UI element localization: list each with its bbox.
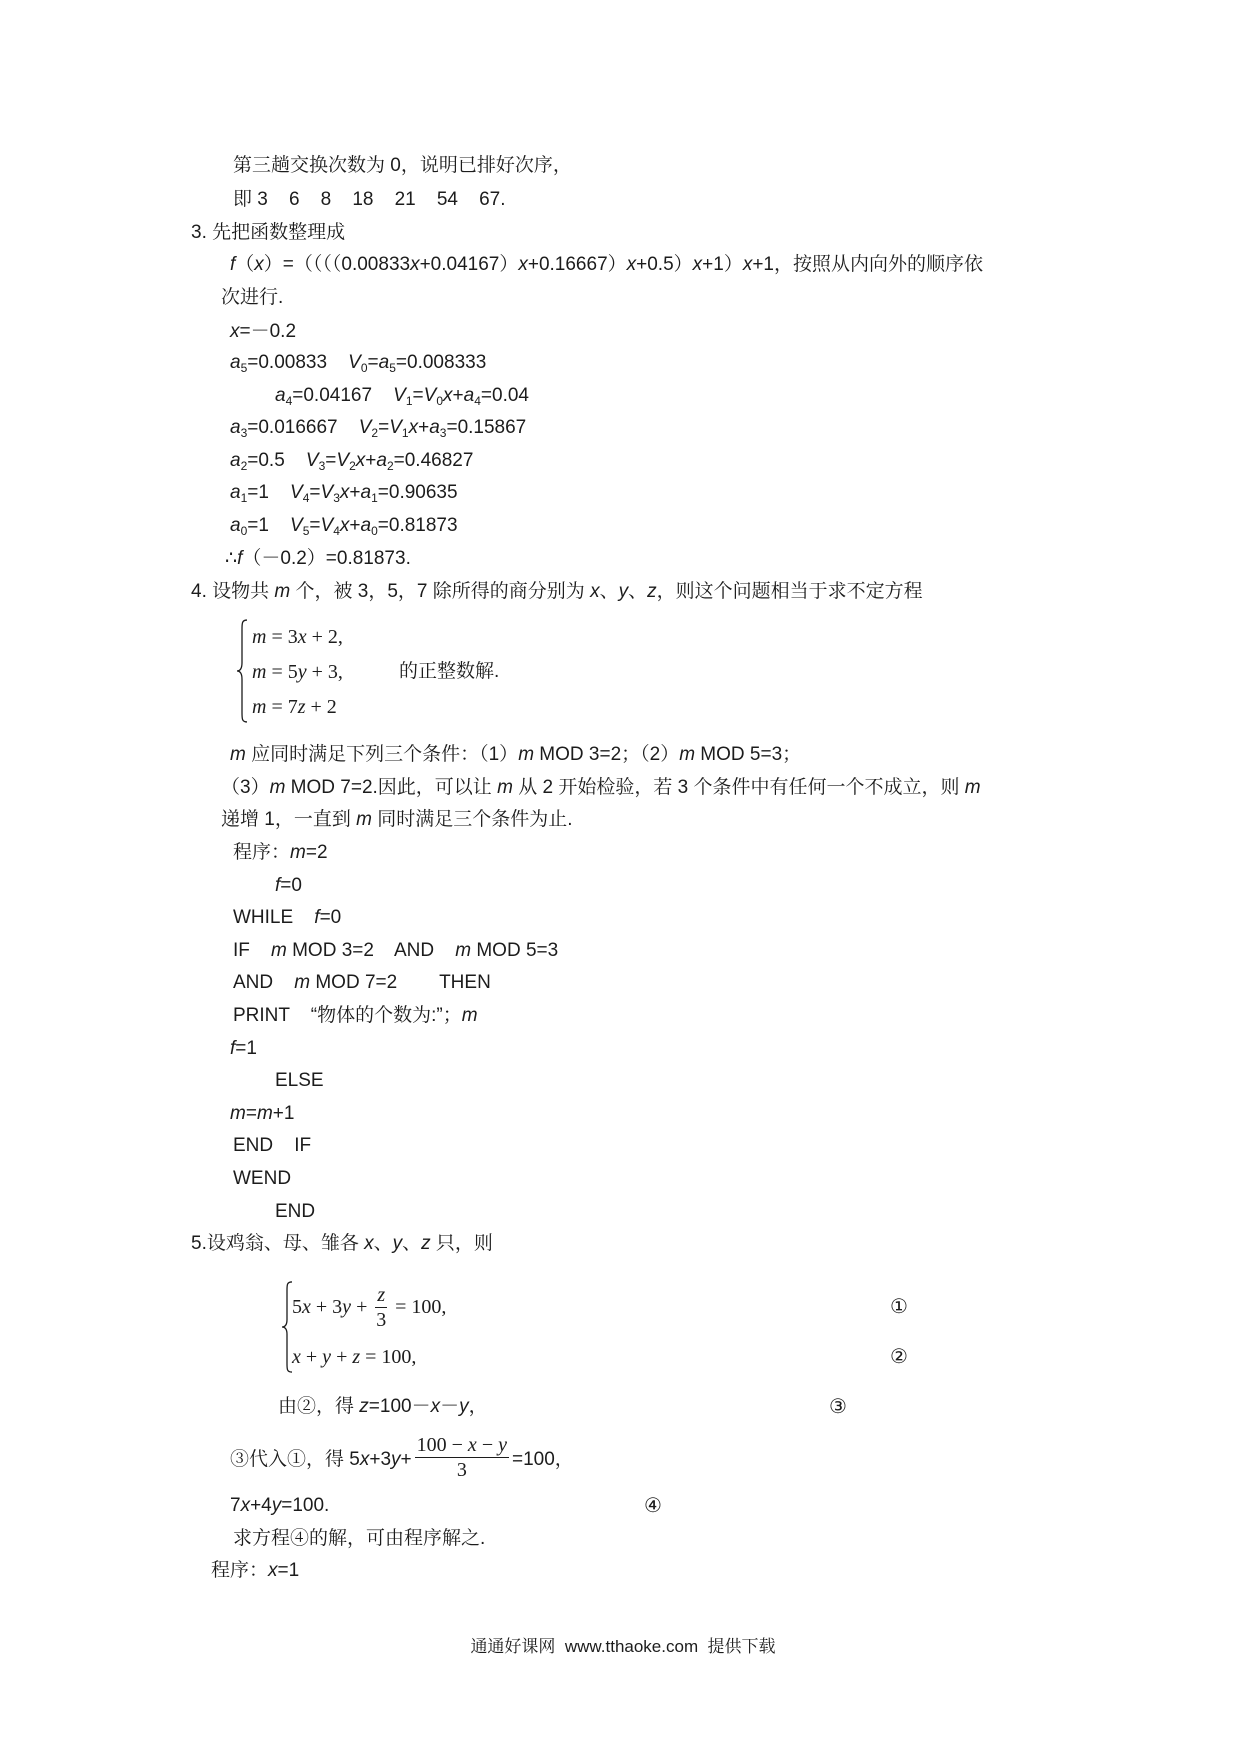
math-variable: x <box>364 1233 374 1254</box>
subscript: 5 <box>240 361 248 375</box>
math-variable: x <box>302 1295 311 1318</box>
math-variable: y <box>459 1396 469 1417</box>
subscript: 4 <box>302 491 310 505</box>
math-variable: m <box>271 940 287 961</box>
pass3-note <box>233 152 572 180</box>
substitution-left-part <box>230 1444 412 1471</box>
subscript: 0 <box>240 524 248 538</box>
q3-heading <box>191 219 345 247</box>
text-run: + <box>365 450 377 471</box>
math-variable: x <box>254 254 264 275</box>
text-run: =0.90635 <box>377 482 458 503</box>
math-variable: a <box>230 450 241 471</box>
subscript: 3 <box>439 426 447 440</box>
text-run: ，则这个问题相当于求不定方程 <box>656 581 923 602</box>
math-variable: x <box>339 515 350 536</box>
text-run: = 3 <box>266 626 298 648</box>
subscript: 3 <box>240 426 248 440</box>
fraction-numerator <box>415 1433 509 1458</box>
math-variable: x <box>467 1433 477 1456</box>
text-run: +1，按照从内向外的顺序依 <box>752 254 983 275</box>
text-run: 程序： <box>211 1560 269 1581</box>
text-run: ∴ <box>225 548 238 569</box>
equation-marker: ④ <box>644 1495 662 1517</box>
horner-step <box>230 479 458 507</box>
math-variable: a <box>230 482 241 503</box>
math-variable: x <box>339 482 350 503</box>
condition-line <box>230 741 801 769</box>
text-run: 5.设鸡翁、母、雏各 <box>191 1233 365 1254</box>
math-variable: z <box>421 1233 431 1254</box>
math-variable: V <box>389 417 402 438</box>
text-run: + 2 <box>305 696 337 718</box>
text-run: 5 <box>292 1295 302 1318</box>
text-run: 程序： <box>233 842 291 863</box>
equation-row <box>252 693 337 721</box>
text-run: =－0.2 <box>239 321 297 342</box>
text-run: +4 <box>250 1495 272 1516</box>
equation-left-part <box>292 1296 372 1319</box>
left-brace-path <box>282 1282 292 1372</box>
text-run: = 7 <box>266 696 298 718</box>
subscript: 0 <box>436 394 444 408</box>
program-line <box>233 1002 478 1030</box>
text-run: 次进行. <box>221 287 284 308</box>
math-variable: x <box>590 581 600 602</box>
text-run: + <box>331 1346 353 1368</box>
math-variable: x <box>359 1448 370 1470</box>
math-variable: m <box>256 1103 273 1124</box>
math-variable: x <box>742 254 753 275</box>
math-variable: m <box>294 972 311 993</box>
text-run: 同时满足三个条件为止. <box>371 809 573 830</box>
substitution-line <box>230 1429 574 1485</box>
text-run: ， <box>468 1396 488 1417</box>
math-variable: a <box>376 450 387 471</box>
program-line <box>275 872 302 900</box>
horner-nested-form <box>230 251 983 279</box>
program-line <box>230 1035 257 1063</box>
math-variable: a <box>429 417 440 438</box>
subscript: 4 <box>333 524 340 538</box>
text-run: = <box>325 450 337 471</box>
math-variable: V <box>320 482 334 503</box>
text-run: =0.5 <box>247 450 306 471</box>
fraction-denominator: 3 <box>376 1308 387 1331</box>
fraction-numerator <box>375 1283 387 1308</box>
program-line <box>233 904 341 932</box>
horner-nested-form-continued <box>221 284 283 312</box>
math-variable: f <box>237 548 243 569</box>
math-variable: a <box>230 352 241 373</box>
program-line <box>233 1165 291 1193</box>
text-run: =100－ <box>368 1396 431 1417</box>
math-variable: m <box>274 581 291 602</box>
simplified-equation <box>230 1492 329 1520</box>
text-run: 、 <box>402 1233 422 1254</box>
text-run: + <box>452 385 464 406</box>
text-run: 第三趟交换次数为 0，说明已排好次序， <box>233 155 572 176</box>
equation-marker: ③ <box>829 1396 847 1418</box>
text-run: （－0.2）=0.81873. <box>242 548 411 569</box>
text-run: （3） <box>221 777 270 798</box>
program-line <box>275 1198 315 1226</box>
text-run: ）=（（（（0.00833 <box>263 254 411 275</box>
text-run: = <box>378 417 390 438</box>
text-run: 、 <box>628 581 648 602</box>
math-variable: x <box>518 254 528 275</box>
text-run: =2 <box>305 842 328 863</box>
math-variable: x <box>355 450 366 471</box>
subscript: 1 <box>371 491 378 505</box>
text-run: =0.04167 <box>292 385 394 406</box>
math-variable: f <box>230 1038 236 1059</box>
text-run: =100. <box>281 1495 330 1516</box>
text-run: WHILE <box>233 907 315 928</box>
sorted-sequence <box>233 186 506 214</box>
equation-row <box>252 658 343 686</box>
text-run: MOD 7=2 THEN <box>310 972 491 993</box>
math-variable: f <box>314 907 320 928</box>
math-variable: V <box>358 417 372 438</box>
math-variable: x <box>692 254 703 275</box>
text-run: 从 2 开始检验，若 3 个条件中有任何一个不成立，则 <box>512 777 965 798</box>
text-run: ELSE <box>275 1070 324 1091</box>
text-run: WEND <box>233 1168 292 1189</box>
fraction-denominator: 3 <box>456 1458 467 1481</box>
text-run: =1 <box>235 1038 257 1059</box>
program-line <box>211 1557 299 1585</box>
horner-step <box>230 349 486 377</box>
math-variable: y <box>271 1495 282 1516</box>
text-run: MOD 5=3 <box>471 940 559 961</box>
math-variable: V <box>336 450 350 471</box>
text-run: 求方程④的解，可由程序解之. <box>233 1528 486 1549</box>
math-variable: z <box>359 1396 369 1417</box>
subscript: 2 <box>240 459 248 473</box>
equation-row <box>292 1343 416 1371</box>
text-run: =0.016667 <box>247 417 359 438</box>
subscript: 0 <box>371 524 378 538</box>
fraction <box>415 1433 509 1482</box>
subscript: 2 <box>386 459 394 473</box>
math-variable: y <box>322 1346 332 1368</box>
text-run: 递增 1，一直到 <box>221 809 357 830</box>
math-variable: m <box>230 744 246 765</box>
math-variable: x <box>230 321 240 342</box>
math-variable: V <box>290 482 303 503</box>
left-brace <box>236 619 248 723</box>
text-run: +3 <box>369 1448 392 1470</box>
math-variable: m <box>252 696 267 718</box>
subscript: 1 <box>405 394 413 408</box>
text-run: 个，被 3，5，7 除所得的商分别为 <box>290 581 591 602</box>
math-variable: m <box>461 1005 478 1026</box>
math-variable: x <box>292 1346 301 1368</box>
x-value <box>230 318 296 346</box>
math-variable: m <box>497 777 513 798</box>
text-run: + <box>349 482 361 503</box>
equation-marker: ② <box>890 1346 908 1368</box>
equation-suffix: 的正整数解. <box>399 661 500 682</box>
subscript: 2 <box>349 459 356 473</box>
text-run: = <box>412 385 424 406</box>
subscript: 3 <box>318 459 326 473</box>
text-run: 100 − <box>416 1433 468 1456</box>
text-run: （ <box>235 254 255 275</box>
text-run: PRINT “物体的个数为:”； <box>233 1005 462 1026</box>
text-run: MOD 7=2.因此，可以让 <box>285 777 498 798</box>
text-run: + 3, <box>306 661 343 683</box>
text-run: 即 3 6 8 18 21 54 67. <box>233 189 506 210</box>
equation-row <box>292 1280 446 1334</box>
subscript: 5 <box>302 524 310 538</box>
fraction <box>375 1283 387 1332</box>
math-variable: m <box>252 626 267 648</box>
horner-step <box>275 382 529 410</box>
equation-marker: ① <box>890 1296 908 1318</box>
horner-result <box>225 545 411 573</box>
text-run: =1 <box>277 1560 300 1581</box>
text-run: END IF <box>233 1135 312 1156</box>
math-variable: y <box>498 1433 507 1456</box>
horner-step <box>230 512 458 540</box>
text-run: + <box>351 1295 373 1318</box>
math-variable: V <box>423 385 437 406</box>
math-variable: y <box>391 1448 401 1470</box>
math-variable: a <box>230 515 241 536</box>
text-run: =0.15867 <box>446 417 527 438</box>
math-variable: V <box>348 352 361 373</box>
text-run: 、 <box>373 1233 393 1254</box>
footer-source: 通通好课网 www.tthaoke.com 提供下载 <box>470 1637 776 1656</box>
condition-line <box>221 806 573 834</box>
text-run: +0.5） <box>636 254 693 275</box>
math-variable: z <box>647 581 657 602</box>
math-variable: m <box>518 744 535 765</box>
text-run: =0 <box>280 875 302 896</box>
equation-right-part: = 100, <box>390 1295 447 1318</box>
math-variable: f <box>230 254 236 275</box>
text-run: =0.04 <box>480 385 529 406</box>
text-run: − <box>476 1433 499 1456</box>
text-run: + <box>418 417 430 438</box>
math-variable: m <box>964 777 981 798</box>
text-run: =0.00833 <box>247 352 349 373</box>
text-run: =1 <box>247 515 291 536</box>
text-run: + 3 <box>310 1295 343 1318</box>
subscript: 4 <box>474 394 481 408</box>
text-run: MOD 3=2 AND <box>286 940 456 961</box>
math-variable: x <box>430 1396 441 1417</box>
text-run: 只，则 <box>430 1233 493 1254</box>
q5-heading <box>191 1230 493 1258</box>
math-variable: m <box>356 809 372 830</box>
text-run: = <box>367 352 379 373</box>
text-run: AND <box>233 972 295 993</box>
subscript: 3 <box>333 491 340 505</box>
text-run: + 2, <box>306 626 343 648</box>
text-run: + <box>349 515 361 536</box>
text-run: =0.008333 <box>395 352 487 373</box>
math-variable: y <box>618 581 629 602</box>
equation-row <box>252 623 343 651</box>
text-run: END <box>275 1201 316 1222</box>
subscript: 5 <box>389 361 396 375</box>
text-run: =0.46827 <box>393 450 474 471</box>
substitution-right-part: =100， <box>511 1448 574 1470</box>
math-variable: m <box>252 661 267 683</box>
math-variable: y <box>297 661 307 683</box>
condition-line <box>221 774 981 802</box>
text-run: 3. 先把函数整理成 <box>191 222 346 243</box>
math-variable: m <box>679 744 696 765</box>
program-line <box>233 937 558 965</box>
text-run: ③代入①，得 5 <box>230 1448 360 1470</box>
text-run: 7 <box>230 1495 241 1516</box>
text-run: 4. 设物共 <box>191 581 275 602</box>
math-variable: V <box>393 385 406 406</box>
math-variable: x <box>408 417 419 438</box>
left-brace-path <box>237 620 247 722</box>
text-run: = 100, <box>360 1346 417 1368</box>
math-variable: x <box>626 254 637 275</box>
subscript: 1 <box>240 491 248 505</box>
math-variable: z <box>352 1346 361 1368</box>
subscript: 0 <box>360 361 368 375</box>
text-run: 、 <box>599 581 619 602</box>
program-line <box>275 1067 324 1095</box>
text-run: IF <box>233 940 271 961</box>
math-variable: V <box>290 515 303 536</box>
math-variable: m <box>455 940 472 961</box>
math-variable: z <box>377 1283 386 1306</box>
math-variable: x <box>297 626 307 648</box>
program-line <box>230 1100 294 1128</box>
math-variable: m <box>269 777 286 798</box>
derivation-line <box>278 1393 488 1421</box>
text-run: 由②，得 <box>278 1396 360 1417</box>
q4-heading <box>191 578 923 606</box>
subscript: 1 <box>401 426 409 440</box>
program-line <box>233 839 328 867</box>
text-run: +1） <box>702 254 743 275</box>
math-variable: a <box>378 352 390 373</box>
math-variable: x <box>240 1495 251 1516</box>
program-line <box>233 969 491 997</box>
text-run: + <box>300 1346 323 1368</box>
text-run: =0 <box>319 907 342 928</box>
horner-step <box>230 414 526 442</box>
text-run: +0.16667） <box>527 254 627 275</box>
math-variable: x <box>443 385 453 406</box>
solve-note <box>233 1525 485 1553</box>
text-run: = <box>309 515 321 536</box>
math-variable: a <box>360 482 372 503</box>
math-variable: z <box>297 696 306 718</box>
math-variable: x <box>410 254 420 275</box>
text-run: + <box>400 1448 412 1470</box>
text-run: +1 <box>272 1103 295 1124</box>
text-run: 应同时满足下列三个条件：（1） <box>245 744 519 765</box>
math-variable: m <box>290 842 306 863</box>
math-variable: x <box>268 1560 278 1581</box>
text-run: =0.81873 <box>377 515 458 536</box>
math-variable: a <box>463 385 475 406</box>
text-run: +0.04167） <box>419 254 519 275</box>
text-run: MOD 5=3； <box>695 744 802 765</box>
math-variable: f <box>275 875 281 896</box>
math-variable: V <box>305 450 319 471</box>
math-variable: y <box>342 1295 352 1318</box>
text-run: = <box>309 482 321 503</box>
math-variable: m <box>230 1103 246 1124</box>
math-variable: a <box>275 385 286 406</box>
text-run: － <box>440 1396 460 1417</box>
math-variable: y <box>392 1233 403 1254</box>
text-run: MOD 3=2；（2） <box>534 744 680 765</box>
horner-step <box>230 447 473 475</box>
text-run: = <box>245 1103 257 1124</box>
subscript: 2 <box>371 426 379 440</box>
text-run: =1 <box>247 482 291 503</box>
program-line <box>233 1132 311 1160</box>
math-variable: a <box>360 515 372 536</box>
subscript: 4 <box>285 394 293 408</box>
math-variable: V <box>320 515 334 536</box>
math-variable: a <box>230 417 241 438</box>
text-run: = 5 <box>266 661 298 683</box>
